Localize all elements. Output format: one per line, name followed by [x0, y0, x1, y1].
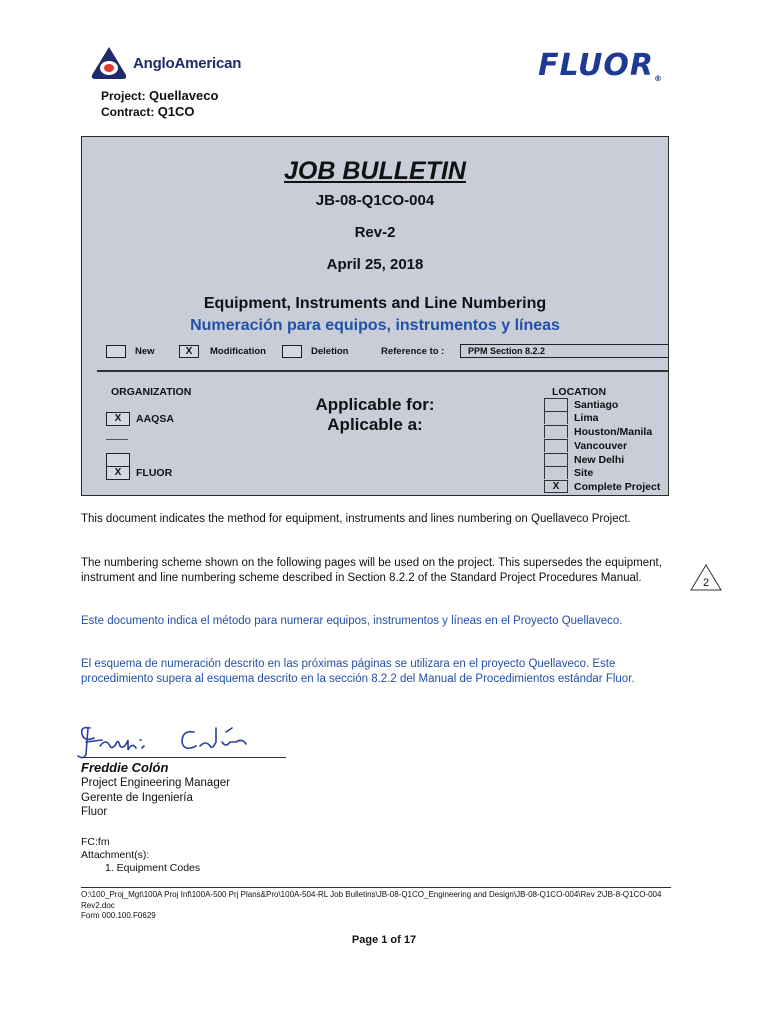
location-row-site [544, 466, 669, 479]
file-path-text: O:\100_Proj_Mgt\100A Proj Inf\100A-500 Prj Plans&Pro\100A-504-RL Job Bulletins\JB-08-Q1CO_Engineering and Design\JB-08-Q1CO-004\Rev 2\JB-8-Q1CO-004 Rev2.doc [81, 890, 662, 910]
org-blank-line [106, 439, 128, 440]
attachment-item: 1. Equipment Codes [105, 862, 201, 874]
intro-paragraph-es: Este documento indica el método para numerar equipos, instrumentos y líneas en el Proyecto Quellaveco. [81, 615, 623, 627]
page-number: Page 1 of 17 [351, 934, 417, 946]
checkbox-location-lima[interactable] [544, 411, 568, 424]
form-number: Form 000.100.F0629 [81, 911, 156, 920]
checkbox-location-site[interactable] [544, 466, 568, 479]
location-row-santiago [544, 398, 669, 411]
anglo-american-logo-text: AngloAmerican [133, 54, 242, 72]
signer-name: Freddie Colón [81, 760, 169, 775]
checkbox-deletion-label: Deletion [311, 346, 349, 357]
section-divider [97, 370, 669, 372]
job-bulletin-box [81, 136, 669, 496]
checkbox-deletion[interactable] [282, 345, 302, 358]
reference-label: Reference to : [381, 346, 445, 357]
organization-header: ORGANIZATION [111, 386, 192, 398]
signer-title-es: Gerente de Ingeniería [81, 791, 193, 804]
bulletin-date: April 25, 2018 [326, 256, 424, 273]
signature-line [81, 757, 286, 758]
project-label: Project: [101, 89, 146, 103]
org-fluor-label: FLUOR [136, 467, 173, 479]
location-row-complete-project [544, 480, 669, 493]
reference-field: PPM Section 8.2.2 [460, 344, 668, 358]
checkbox-location-complete-project[interactable]: X [544, 480, 568, 493]
checkbox-location-new-delhi[interactable] [544, 453, 568, 466]
checkbox-location-vancouver[interactable] [544, 439, 568, 452]
file-path [81, 890, 671, 922]
location-houston-manila-label: Houston/Manila [574, 425, 653, 438]
footer-notes [81, 836, 200, 875]
checkbox-org-fluor[interactable]: X [106, 466, 130, 480]
bulletin-revision: Rev-2 [354, 224, 396, 241]
location-site-label: Site [574, 466, 594, 479]
checkbox-new-label: New [135, 346, 155, 357]
checkbox-modification-label: Modification [210, 346, 266, 357]
location-vancouver-label: Vancouver [574, 439, 628, 452]
checkbox-new[interactable] [106, 345, 126, 358]
attachments-label: Attachment(s): [81, 849, 150, 861]
signer-company: Fluor [81, 806, 108, 818]
revision-marker: 2 [702, 577, 710, 589]
aplicable-a-label: Aplicable a: [327, 415, 423, 434]
location-lima-label: Lima [574, 411, 599, 424]
footer-rule [81, 887, 671, 888]
scheme-paragraph-es: El esquema de numeración descrito en las próximas páginas se utilizara en el proyecto Quellaveco. Este procedimiento supera al esquema descrito en la sección 8.2.2 del Manual de Procedimientos estándar Fluor. [81, 658, 635, 685]
initials: FC:fm [81, 836, 110, 848]
checkbox-org-blank[interactable] [106, 453, 130, 467]
org-aaqsa-label: AAQSA [136, 413, 174, 425]
location-row-houston-manila [544, 425, 669, 438]
contract-value: Q1CO [157, 104, 195, 119]
location-complete-project-label: Complete Project [574, 480, 661, 493]
subject-english: Equipment, Instruments and Line Numbering [203, 295, 547, 312]
location-new-delhi-label: New Delhi [574, 453, 625, 466]
subject-spanish: Numeración para equipos, instrumentos y líneas [190, 317, 560, 334]
checkbox-location-santiago[interactable] [544, 398, 568, 411]
applicable-for-label: Applicable for: [315, 395, 435, 414]
fluor-logo-text: FLUOR [538, 48, 654, 83]
anglo-american-emblem-icon [90, 45, 128, 81]
project-value: Quellaveco [149, 88, 219, 103]
anglo-american-logo [90, 45, 241, 81]
bulletin-title: JOB BULLETIN [284, 157, 466, 185]
location-row-new-delhi [544, 453, 669, 466]
contract-label: Contract: [101, 105, 155, 119]
signer-titles [81, 776, 230, 820]
location-row-vancouver [544, 439, 669, 452]
fluor-logo: FLUOR® [538, 48, 663, 83]
signer-title-en: Project Engineering Manager [81, 777, 230, 789]
checkbox-location-houston-manila[interactable] [544, 425, 568, 438]
checkbox-modification[interactable]: X [179, 345, 199, 358]
scheme-paragraph-en: The numbering scheme shown on the following pages will be used on the project. This supersedes the equipment, instrument and line numbering scheme described in Section 8.2.2 of the Standard Project Procedures Manual. [81, 557, 662, 584]
location-header: LOCATION [552, 386, 607, 398]
location-row-lima [544, 411, 669, 424]
bulletin-number: JB-08-Q1CO-004 [315, 192, 435, 209]
project-info [101, 88, 218, 120]
location-santiago-label: Santiago [574, 398, 619, 411]
checkbox-org-aaqsa[interactable]: X [106, 412, 130, 426]
revision-triangle-icon [689, 563, 723, 593]
intro-paragraph-en: This document indicates the method for equipment, instruments and lines numbering on Quellaveco Project. [81, 513, 631, 525]
handwritten-signature [76, 720, 286, 765]
